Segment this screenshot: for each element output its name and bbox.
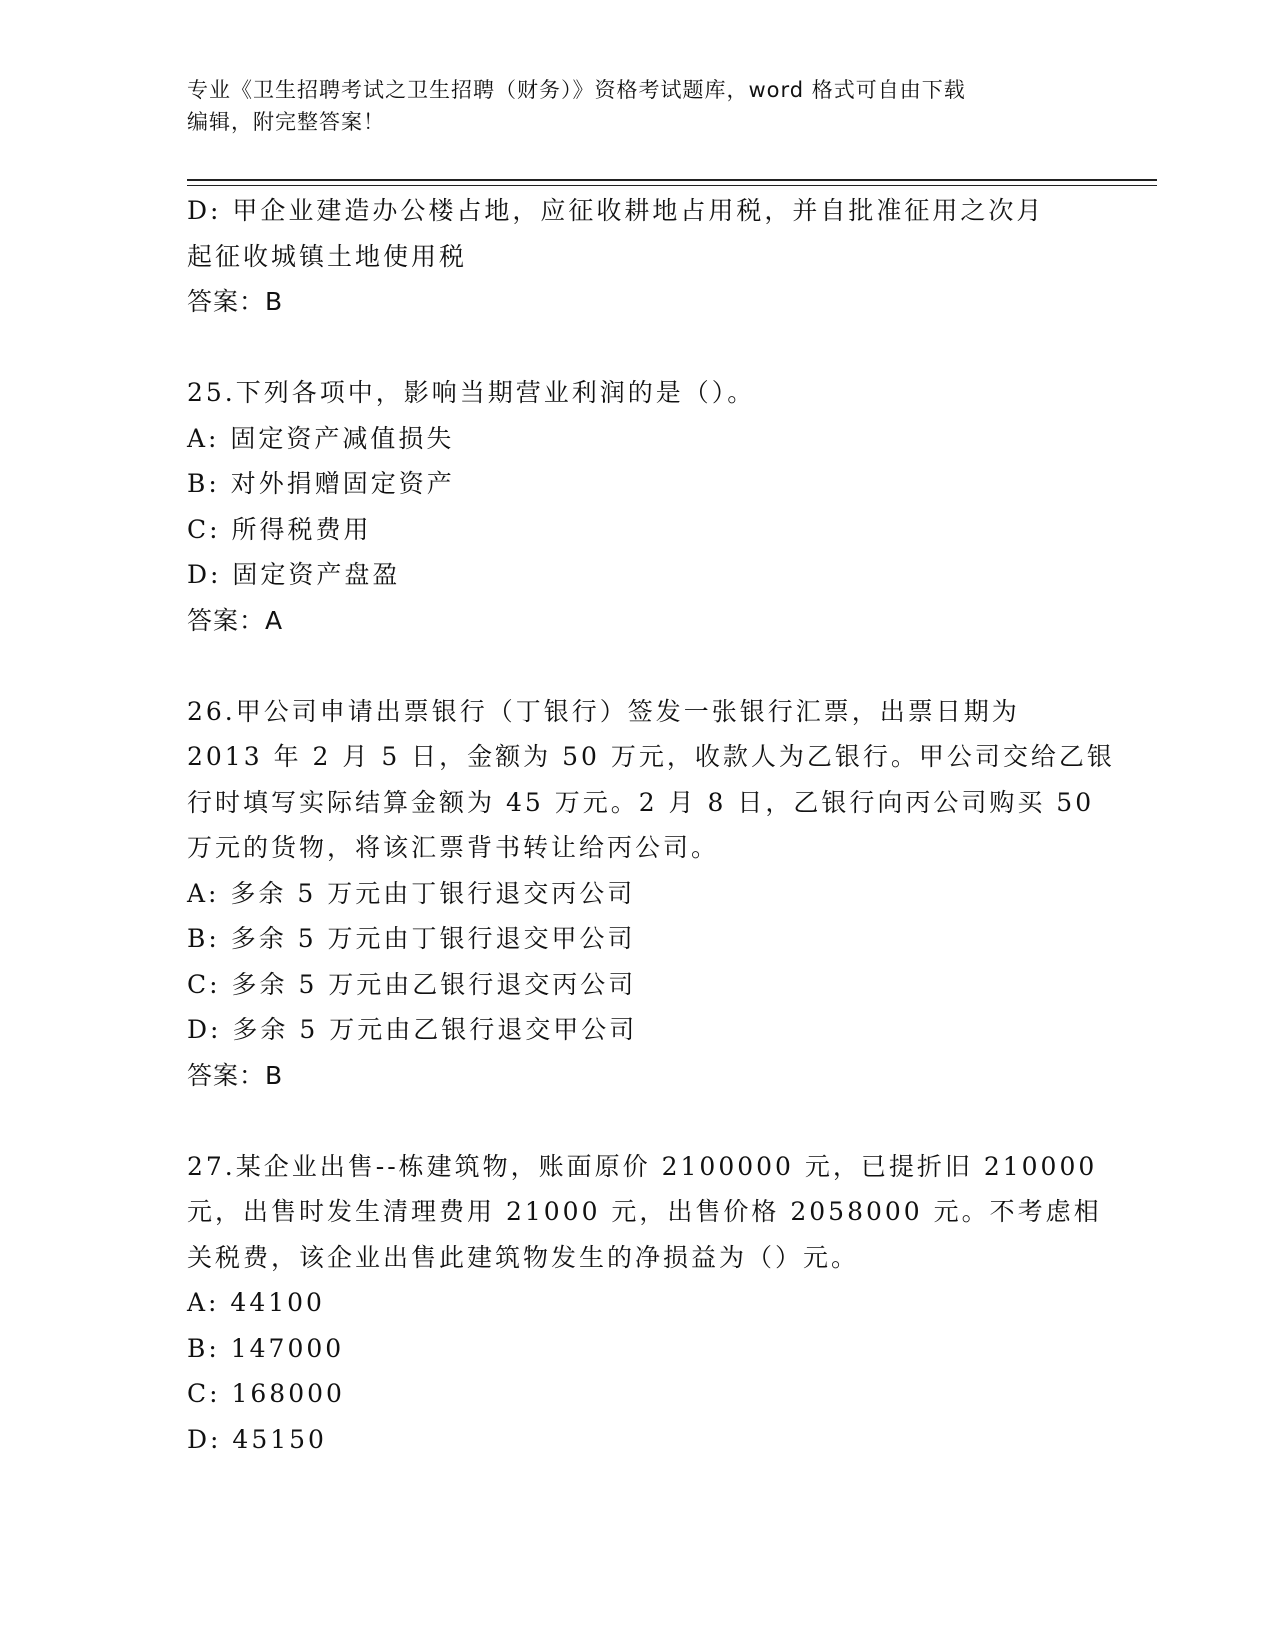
document-header [187, 74, 1087, 138]
question-text: 26.甲公司申请出票银行（丁银行）签发一张银行汇票，出票日期为 [187, 696, 1020, 726]
header-line-1: 专业《卫生招聘考试之卫生招聘（财务）》资格考试题库，word 格式可自由下载 [187, 78, 966, 102]
question-text: 万元的货物，将该汇票背书转让给丙公司。 [187, 833, 720, 862]
answer-line: 答案：B [187, 1060, 284, 1090]
question-content [187, 188, 1115, 1462]
answer-line: 答案：A [187, 605, 284, 635]
header-line-2: 编辑，附完整答案！ [187, 110, 385, 134]
question-text: 2013 年 2 月 5 日，金额为 50 万元，收款人为乙银行。甲公司交给乙银 [187, 742, 1115, 771]
header-divider-thin [187, 185, 1157, 186]
question-text: 27.某企业出售--栋建筑物，账面原价 2100000 元，已提折旧 210000 [187, 1151, 1098, 1181]
option-b: B: 对外捐赠固定资产 [187, 469, 455, 498]
option-d: D: 甲企业建造办公楼占地，应征收耕地占用税，并自批准征用之次月 [187, 196, 1045, 225]
question-text: 元，出售时发生清理费用 21000 元，出售价格 2058000 元。不考虑相 [187, 1197, 1102, 1226]
option-c: C: 多余 5 万元由乙银行退交丙公司 [187, 969, 637, 999]
question-text: 行时填写实际结算金额为 45 万元。2 月 8 日，乙银行向丙公司购买 50 [187, 787, 1095, 817]
question-25 [187, 370, 1087, 643]
header-divider-thick [187, 179, 1157, 181]
option-c: C: 所得税费用 [187, 514, 372, 544]
question-26 [187, 689, 1115, 1099]
option-c: C: 168000 [187, 1379, 345, 1408]
option-b: B: 147000 [187, 1333, 345, 1363]
option-d: D: 45150 [187, 1424, 327, 1454]
question-27 [187, 1144, 1102, 1463]
previous-question-tail [187, 188, 1087, 325]
question-text: 关税费，该企业出售此建筑物发生的净损益为（）元。 [187, 1242, 860, 1272]
option-b: B: 多余 5 万元由丁银行退交甲公司 [187, 924, 636, 953]
option-a: A: 固定资产减值损失 [187, 423, 455, 453]
option-a: A: 44100 [187, 1288, 325, 1317]
option-d: D: 固定资产盘盈 [187, 560, 401, 589]
option-d: D: 多余 5 万元由乙银行退交甲公司 [187, 1015, 638, 1044]
answer-line: 答案：B [187, 287, 284, 316]
question-text: 25.下列各项中，影响当期营业利润的是（）。 [187, 378, 756, 407]
option-a: A: 多余 5 万元由丁银行退交丙公司 [187, 878, 636, 908]
option-d-continued: 起征收城镇土地使用税 [187, 241, 468, 271]
